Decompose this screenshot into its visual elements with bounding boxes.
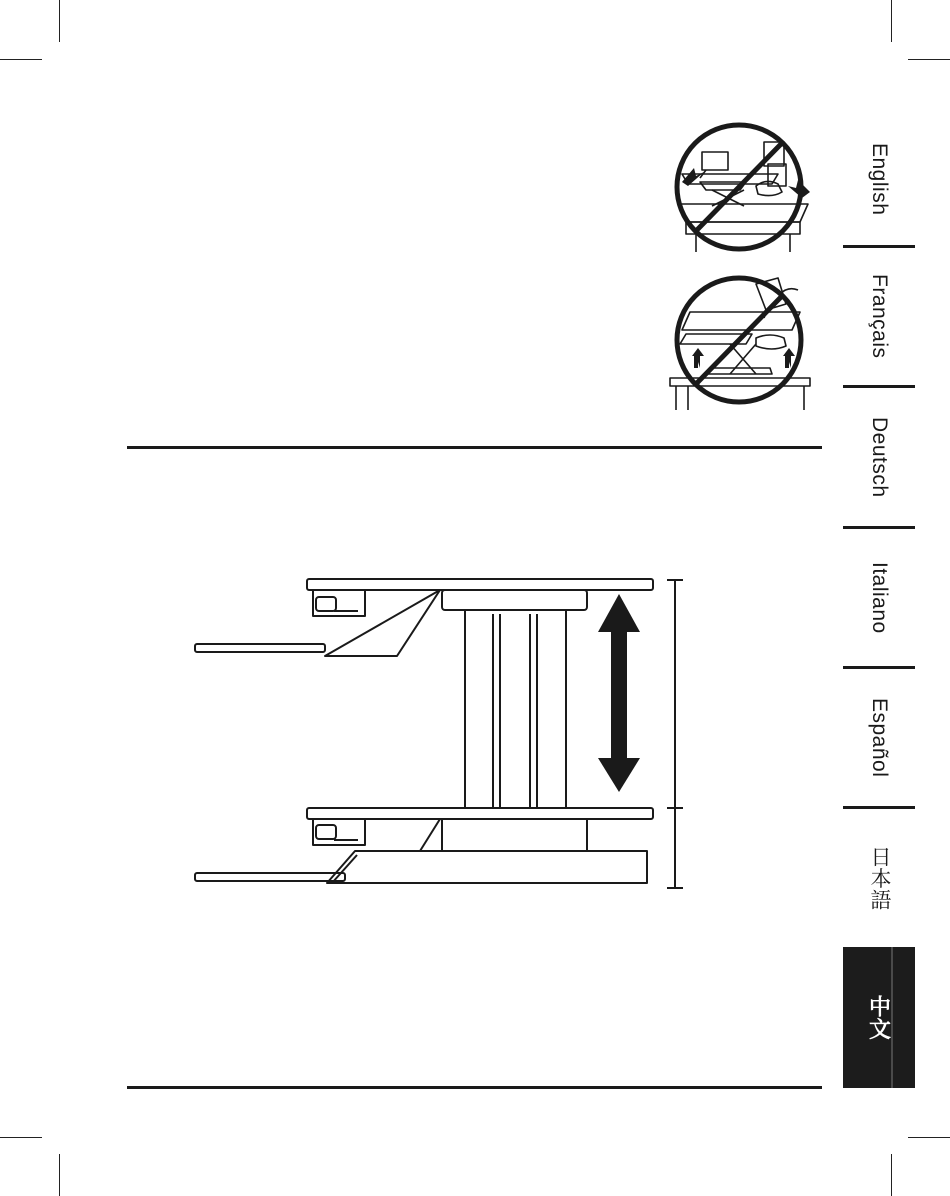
- crop-mark: [0, 59, 42, 60]
- tab-chinese[interactable]: [843, 947, 915, 1088]
- tab-edge-line: [891, 947, 893, 1088]
- tab-label: English: [868, 142, 891, 216]
- tab-italiano[interactable]: [843, 529, 915, 666]
- crop-mark: [908, 1137, 950, 1138]
- section-divider: [127, 446, 822, 449]
- tab-francais[interactable]: [843, 248, 915, 385]
- tab-label: Español: [868, 697, 891, 778]
- tab-deutsch[interactable]: [843, 388, 915, 526]
- tab-espanol[interactable]: [843, 669, 915, 806]
- tab-label: 日本語: [868, 845, 891, 911]
- warning-illustration-lift-tray: [660, 268, 818, 418]
- tab-label: Deutsch: [868, 416, 891, 498]
- footer-rule: [127, 1086, 822, 1089]
- crop-mark: [891, 0, 892, 42]
- tab-japanese[interactable]: [843, 809, 915, 947]
- tab-label: Italiano: [868, 561, 891, 634]
- crop-mark: [891, 1154, 892, 1196]
- crop-mark: [0, 1137, 42, 1138]
- height-range-diagram: [185, 570, 685, 900]
- crop-mark: [908, 59, 950, 60]
- tab-english[interactable]: [843, 112, 915, 246]
- warning-illustration-lift-platform: [660, 112, 818, 262]
- crop-mark: [59, 1154, 60, 1196]
- tab-label: Français: [868, 274, 891, 359]
- crop-mark: [59, 0, 60, 42]
- tab-label: 中文: [866, 995, 892, 1040]
